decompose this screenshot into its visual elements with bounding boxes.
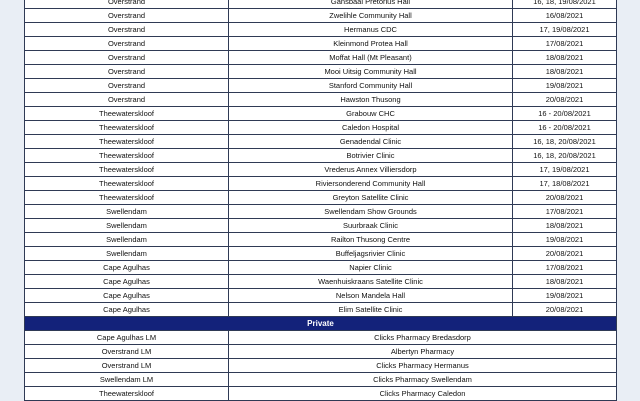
- table-row: [25, 331, 617, 345]
- table-row: [25, 135, 617, 149]
- table-row: [25, 261, 617, 275]
- private-sites-body: [25, 331, 617, 401]
- venue-cell: Moffat Hall (Mt Pleasant): [229, 51, 513, 65]
- municipality-cell: Overstrand: [25, 79, 229, 93]
- table-row: [25, 149, 617, 163]
- municipality-cell: Swellendam: [25, 205, 229, 219]
- municipality-cell: Cape Agulhas LM: [25, 331, 229, 345]
- vaccination-sites-table-sheet: [24, 0, 616, 401]
- dates-cell: 20/08/2021: [513, 93, 617, 107]
- venue-cell: Swellendam Show Grounds: [229, 205, 513, 219]
- municipality-cell: Overstrand: [25, 37, 229, 51]
- municipality-cell: Overstrand LM: [25, 345, 229, 359]
- dates-cell: 19/08/2021: [513, 233, 617, 247]
- venue-cell: Riviersonderend Community Hall: [229, 177, 513, 191]
- venue-cell: Hawston Thusong: [229, 93, 513, 107]
- dates-cell: 16/08/2021: [513, 9, 617, 23]
- dates-cell: 17, 18/08/2021: [513, 177, 617, 191]
- venue-cell: Albertyn Pharmacy: [229, 345, 617, 359]
- venue-cell: Napier Clinic: [229, 261, 513, 275]
- venue-cell: Clicks Pharmacy Hermanus: [229, 359, 617, 373]
- venue-cell: Railton Thusong Centre: [229, 233, 513, 247]
- venue-cell: Clicks Pharmacy Caledon: [229, 387, 617, 401]
- venue-cell: Stanford Community Hall: [229, 79, 513, 93]
- municipality-cell: Cape Agulhas: [25, 303, 229, 317]
- dates-cell: 20/08/2021: [513, 191, 617, 205]
- table-row: [25, 247, 617, 261]
- table-row: [25, 303, 617, 317]
- table-row: [25, 37, 617, 51]
- table-row: [25, 387, 617, 401]
- dates-cell: 18/08/2021: [513, 219, 617, 233]
- municipality-cell: Theewaterskloof: [25, 135, 229, 149]
- municipality-cell: Overstrand: [25, 23, 229, 37]
- table-row: [25, 359, 617, 373]
- table-row: [25, 51, 617, 65]
- municipality-cell: Overstrand: [25, 65, 229, 79]
- municipality-cell: Swellendam: [25, 233, 229, 247]
- venue-cell: Mooi Uitsig Community Hall: [229, 65, 513, 79]
- municipality-cell: Overstrand: [25, 93, 229, 107]
- table-row: [25, 163, 617, 177]
- table-row: [25, 289, 617, 303]
- dates-cell: 17, 19/08/2021: [513, 163, 617, 177]
- venue-cell: Nelson Mandela Hall: [229, 289, 513, 303]
- table-row: [25, 0, 617, 9]
- dates-cell: 17/08/2021: [513, 205, 617, 219]
- dates-cell: 17/08/2021: [513, 37, 617, 51]
- dates-cell: 18/08/2021: [513, 51, 617, 65]
- venue-cell: Grabouw CHC: [229, 107, 513, 121]
- table-row: [25, 373, 617, 387]
- municipality-cell: Swellendam: [25, 247, 229, 261]
- municipality-cell: Theewaterskloof: [25, 163, 229, 177]
- venue-cell: Caledon Hospital: [229, 121, 513, 135]
- venue-cell: Greyton Satellite Clinic: [229, 191, 513, 205]
- municipality-cell: Theewaterskloof: [25, 121, 229, 135]
- dates-cell: 16 - 20/08/2021: [513, 121, 617, 135]
- private-section-heading: Private: [25, 317, 617, 331]
- table-row: [25, 275, 617, 289]
- municipality-cell: Swellendam: [25, 219, 229, 233]
- table-row: [25, 107, 617, 121]
- dates-cell: 18/08/2021: [513, 65, 617, 79]
- venue-cell: Elim Satellite Clinic: [229, 303, 513, 317]
- table-row: [25, 65, 617, 79]
- municipality-cell: Theewaterskloof: [25, 107, 229, 121]
- venue-cell: Clicks Pharmacy Swellendam: [229, 373, 617, 387]
- municipality-cell: Theewaterskloof: [25, 387, 229, 401]
- venue-cell: Gansbaai Pretorius Hall: [229, 0, 513, 9]
- municipality-cell: Overstrand: [25, 51, 229, 65]
- venue-cell: Zwelihle Community Hall: [229, 9, 513, 23]
- venue-cell: Clicks Pharmacy Bredasdorp: [229, 331, 617, 345]
- venue-cell: Vrederus Annex Villiersdorp: [229, 163, 513, 177]
- private-section: [25, 317, 617, 331]
- venue-cell: Genadendal Clinic: [229, 135, 513, 149]
- vaccination-sites-table: [24, 0, 617, 401]
- venue-cell: Buffeljagsrivier Clinic: [229, 247, 513, 261]
- dates-cell: 16, 18, 20/08/2021: [513, 135, 617, 149]
- municipality-cell: Cape Agulhas: [25, 275, 229, 289]
- table-row: [25, 79, 617, 93]
- table-row: [25, 9, 617, 23]
- dates-cell: 20/08/2021: [513, 247, 617, 261]
- municipality-cell: Cape Agulhas: [25, 261, 229, 275]
- municipality-cell: Overstrand: [25, 9, 229, 23]
- dates-cell: 16, 18, 20/08/2021: [513, 149, 617, 163]
- municipality-cell: Overstrand: [25, 0, 229, 9]
- table-row: [25, 205, 617, 219]
- dates-cell: 19/08/2021: [513, 79, 617, 93]
- municipality-cell: Theewaterskloof: [25, 149, 229, 163]
- venue-cell: Botrivier Clinic: [229, 149, 513, 163]
- municipality-cell: Overstrand LM: [25, 359, 229, 373]
- municipality-cell: Swellendam LM: [25, 373, 229, 387]
- dates-cell: 16, 18, 19/08/2021: [513, 0, 617, 9]
- private-section-header-row: [25, 317, 617, 331]
- dates-cell: 17/08/2021: [513, 261, 617, 275]
- venue-cell: Suurbraak Clinic: [229, 219, 513, 233]
- venue-cell: Waenhuiskraans Satellite Clinic: [229, 275, 513, 289]
- municipality-cell: Cape Agulhas: [25, 289, 229, 303]
- dates-cell: 16 - 20/08/2021: [513, 107, 617, 121]
- dates-cell: 19/08/2021: [513, 289, 617, 303]
- municipality-cell: Theewaterskloof: [25, 177, 229, 191]
- table-row: [25, 219, 617, 233]
- table-row: [25, 177, 617, 191]
- table-row: [25, 345, 617, 359]
- table-row: [25, 191, 617, 205]
- public-sites-body: [25, 0, 617, 317]
- dates-cell: 20/08/2021: [513, 303, 617, 317]
- municipality-cell: Theewaterskloof: [25, 191, 229, 205]
- table-row: [25, 93, 617, 107]
- table-row: [25, 233, 617, 247]
- venue-cell: Hermanus CDC: [229, 23, 513, 37]
- table-row: [25, 121, 617, 135]
- venue-cell: Kleinmond Protea Hall: [229, 37, 513, 51]
- dates-cell: 17, 19/08/2021: [513, 23, 617, 37]
- dates-cell: 18/08/2021: [513, 275, 617, 289]
- table-row: [25, 23, 617, 37]
